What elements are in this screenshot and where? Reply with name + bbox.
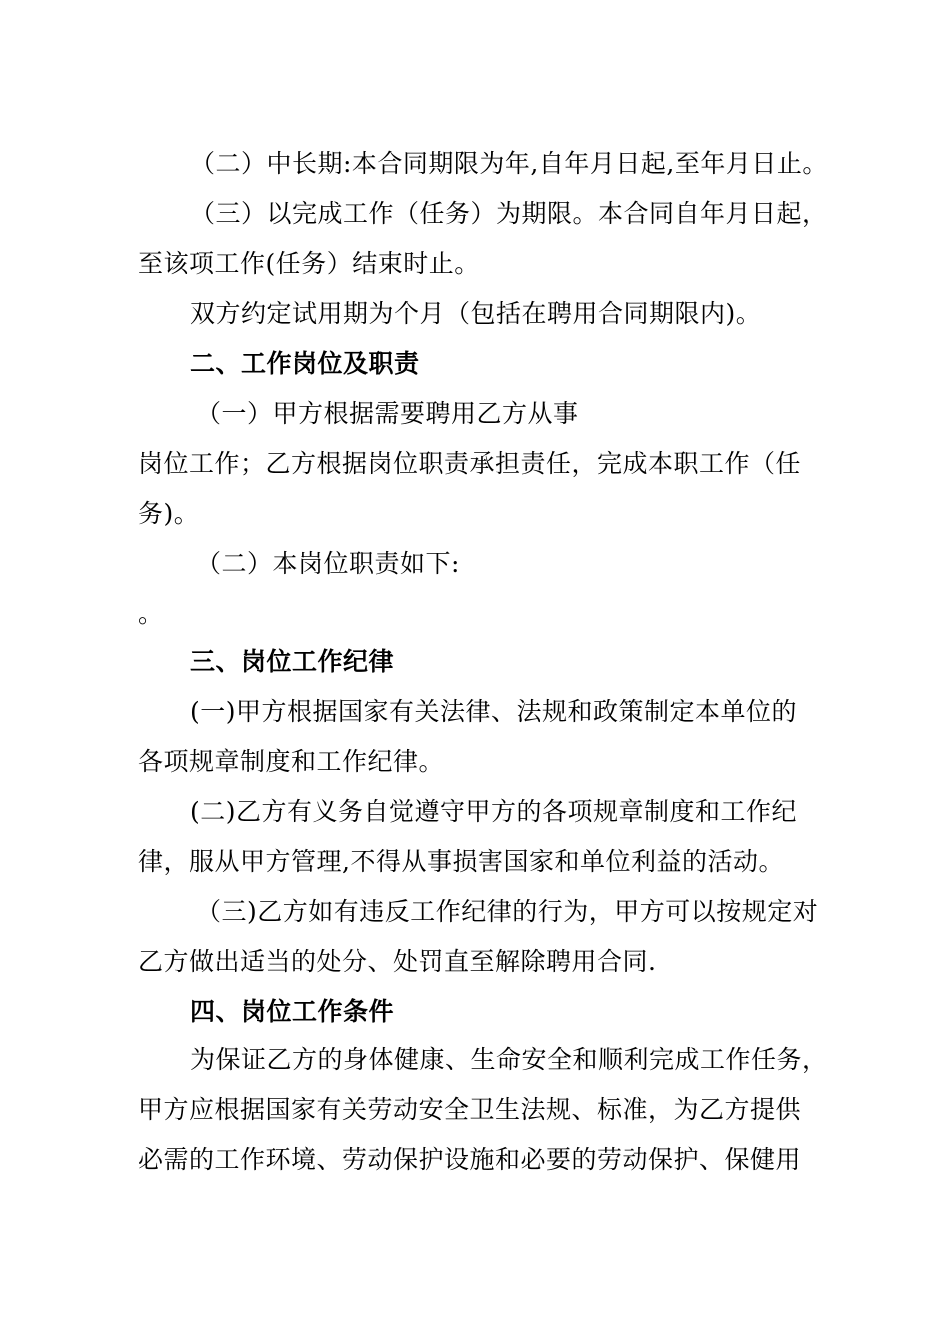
section-heading-4: 四、岗位工作条件: [190, 997, 395, 1026]
discipline-clause-2-cont: 律，服从甲方管理,不得从事损害国家和单位利益的活动。: [138, 847, 784, 876]
position-clause-2: （二）本岗位职责如下:: [196, 549, 460, 578]
discipline-clause-1: (一)甲方根据国家有关法律、法规和政策制定本单位的: [190, 697, 798, 726]
conditions-clause-cont: 甲方应根据国家有关劳动安全卫生法规、标准，为乙方提供: [138, 1095, 802, 1124]
discipline-clause-2: (二)乙方有义务自觉遵守甲方的各项规章制度和工作纪: [190, 797, 798, 826]
discipline-clause-3: （三)乙方如有违反工作纪律的行为，甲方可以按规定对: [196, 897, 819, 926]
discipline-clause-3-cont: 乙方做出适当的处分、处罚直至解除聘用合同.: [138, 947, 657, 976]
term-clause-task-based-cont: 至该项工作(任务）结束时止。: [138, 249, 480, 278]
section-heading-3: 三、岗位工作纪律: [190, 647, 395, 676]
section-heading-2: 二、工作岗位及职责: [190, 349, 420, 378]
conditions-clause-cont-2: 必需的工作环境、劳动保护设施和必要的劳动保护、保健用: [138, 1145, 802, 1174]
position-clause-2-end: 。: [138, 599, 164, 628]
discipline-clause-1-cont: 各项规章制度和工作纪律。: [138, 747, 445, 776]
position-clause-1-end: 务)。: [138, 499, 200, 528]
position-clause-1: （一）甲方根据需要聘用乙方从事: [196, 399, 579, 428]
position-clause-1-cont: 岗位工作；乙方根据岗位职责承担责任，完成本职工作（任: [138, 449, 802, 478]
probation-clause: 双方约定试用期为个月（包括在聘用合同期限内)。: [190, 299, 762, 328]
term-clause-task-based: （三）以完成工作（任务）为期限。本合同自年月日起，: [190, 199, 828, 228]
conditions-clause: 为保证乙方的身体健康、生命安全和顺利完成工作任务，: [190, 1045, 828, 1074]
term-clause-mid-long: （二）中长期:本合同期限为年,自年月日起,至年月日止。: [190, 149, 828, 178]
